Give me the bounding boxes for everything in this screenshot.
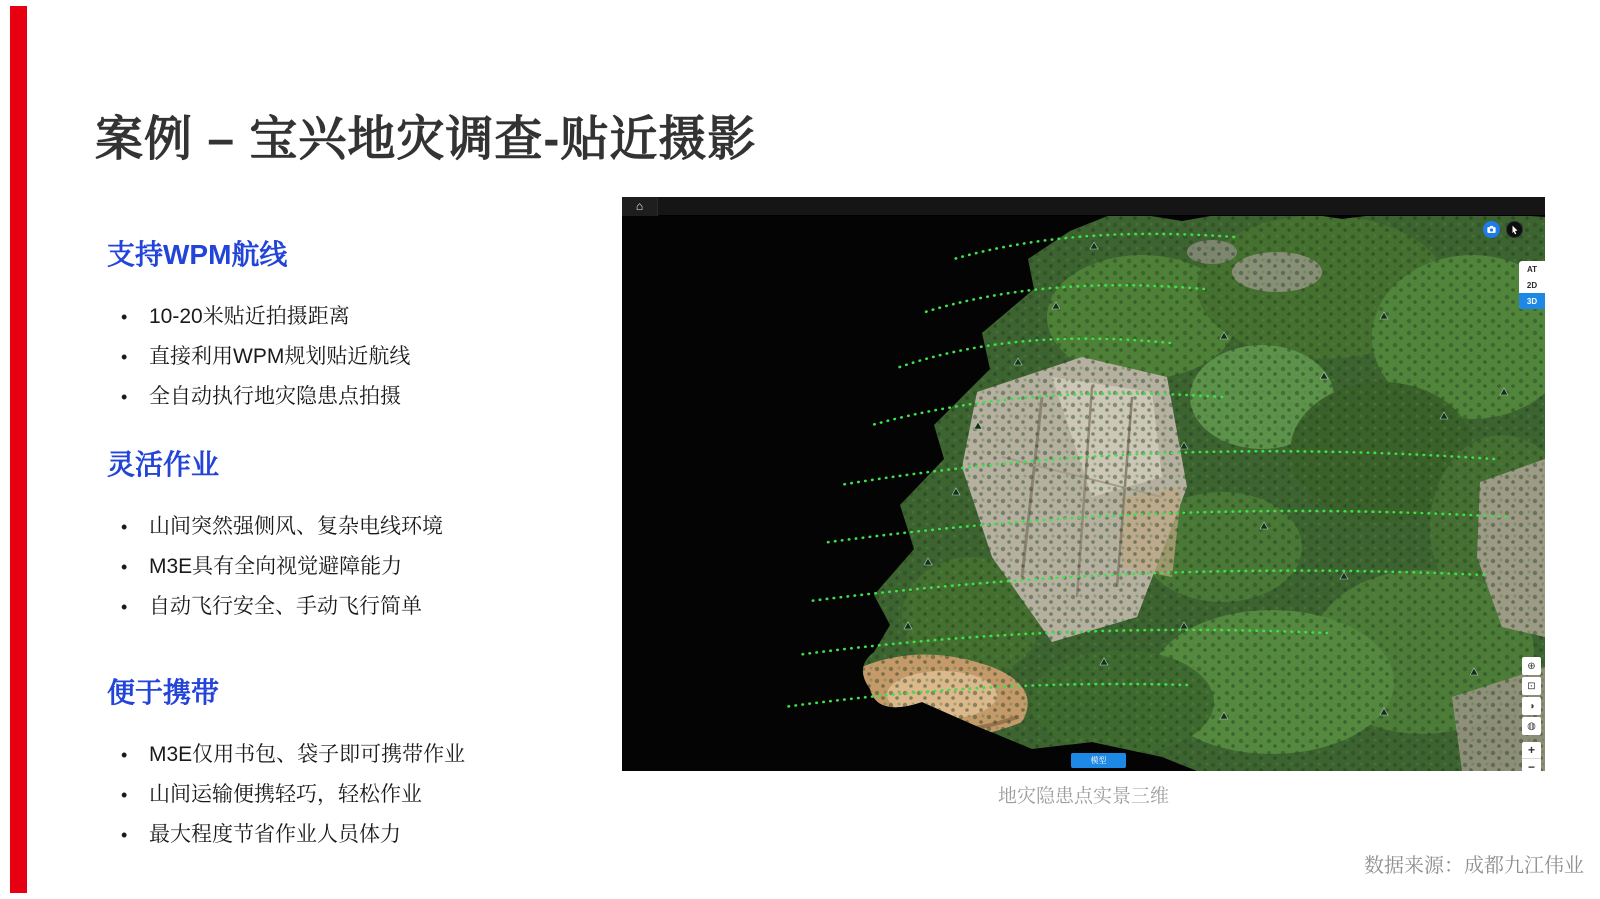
- bullet-item: • 山间运输便携轻巧，轻松作业: [107, 775, 577, 815]
- bullet-item: • M3E仅用书包、袋子即可携带作业: [107, 735, 577, 775]
- mode-at-button[interactable]: AT: [1526, 264, 1538, 274]
- terrain-canvas[interactable]: [622, 197, 1545, 771]
- view-mode-switcher: [1519, 261, 1545, 309]
- bullet-list: [107, 735, 577, 855]
- bullet-item: • 山间突然强侧风、复杂电线环境: [107, 507, 577, 547]
- section-flexible-operation: [107, 443, 577, 627]
- bullet-item: • 自动飞行安全、手动飞行简单: [107, 587, 577, 627]
- page-title: 案例 – 宝兴地灾调查-贴近摄影: [95, 113, 757, 166]
- bullet-list: [107, 507, 577, 627]
- select-cursor-button[interactable]: [1506, 221, 1523, 238]
- bullet-item: • 最大程度节省作业人员体力: [107, 815, 577, 855]
- home-button[interactable]: [622, 197, 658, 216]
- zoom-control: [1522, 742, 1541, 771]
- mode-3d-button[interactable]: 3D: [1519, 293, 1545, 309]
- bullet-item: • M3E具有全向视觉避障能力: [107, 547, 577, 587]
- viewer-top-bar: [622, 197, 1545, 216]
- frame-icon[interactable]: ⊡: [1522, 677, 1541, 695]
- data-source-note: 数据来源：成都九江伟业: [1364, 855, 1584, 877]
- home-icon: ⌂: [635, 199, 644, 213]
- globe-icon[interactable]: ◍: [1522, 717, 1541, 735]
- camera-icon: [1486, 224, 1497, 235]
- basemap-icon[interactable]: ◑: [1522, 697, 1541, 715]
- section-easy-to-carry: [107, 671, 577, 855]
- slide-accent-bar: [10, 6, 27, 893]
- figure-caption: 地灾隐患点实景三维: [997, 786, 1169, 807]
- zoom-in-button[interactable]: +: [1522, 742, 1541, 759]
- zoom-out-button[interactable]: −: [1527, 760, 1535, 771]
- viewer-toolbar: [1522, 657, 1541, 771]
- cursor-icon: [1510, 225, 1520, 235]
- bullet-item: • 全自动执行地灾隐患点拍摄: [107, 377, 577, 417]
- bullet-list: [107, 297, 577, 417]
- orientation-icon[interactable]: ⊕: [1522, 657, 1541, 675]
- mode-2d-button[interactable]: 2D: [1526, 280, 1538, 290]
- model-button[interactable]: 模型: [1071, 753, 1126, 768]
- screenshot-camera-button[interactable]: [1483, 221, 1500, 238]
- section-heading: 灵活作业: [107, 449, 220, 480]
- bullet-item: • 10-20米贴近拍摄距离: [107, 297, 577, 337]
- section-heading: 便于携带: [107, 677, 220, 708]
- bullet-item: • 直接利用WPM规划贴近航线: [107, 337, 577, 377]
- terrain-3d-viewer[interactable]: [622, 197, 1545, 771]
- section-heading: 支持WPM航线: [107, 239, 288, 270]
- section-wpm-routes: [107, 233, 577, 417]
